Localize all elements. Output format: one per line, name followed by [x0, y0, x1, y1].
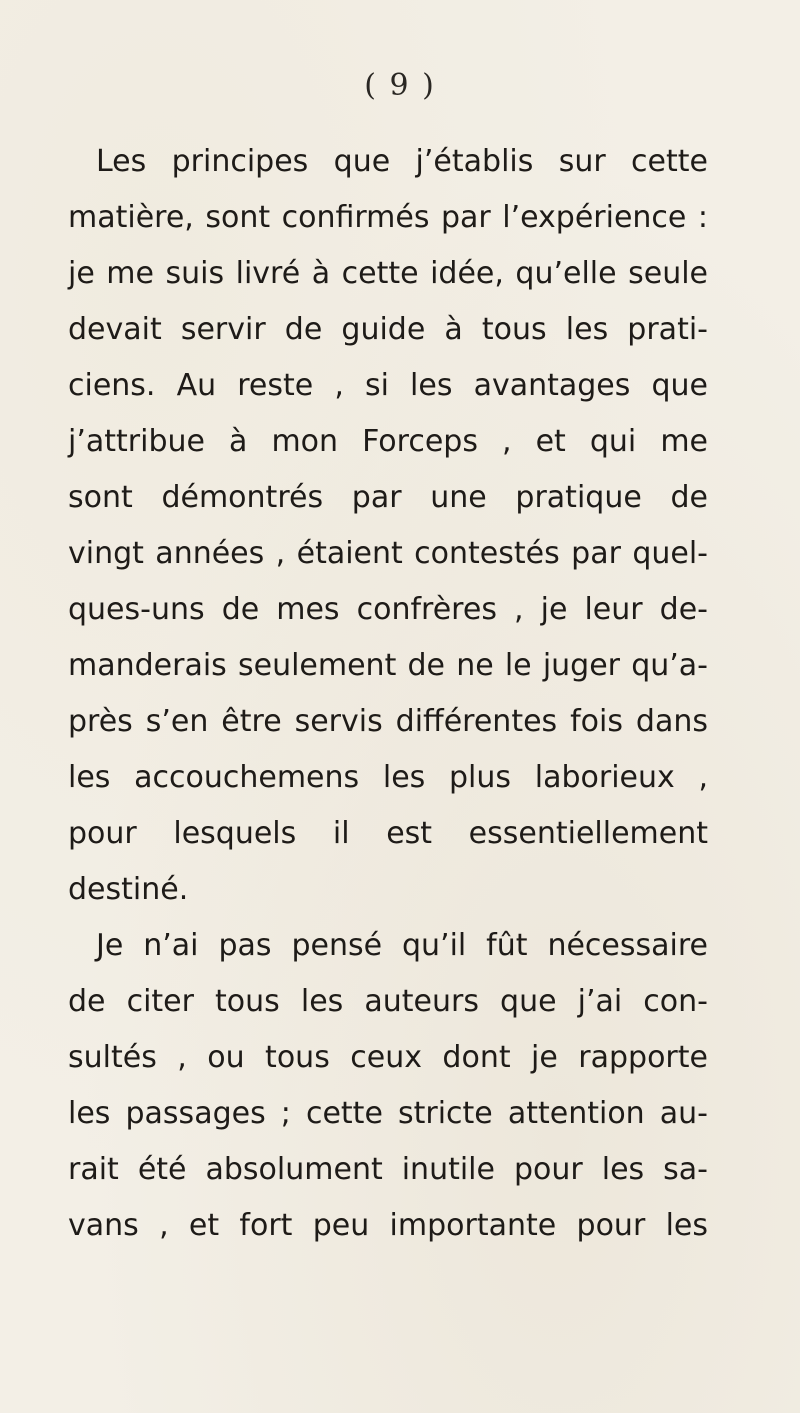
- text-line: près s’en être servis différentes fois dans: [68, 704, 708, 739]
- text-line: devait servir de guide à tous les prati-: [68, 312, 708, 347]
- text-line: matière, sont confirmés par l’expérience :: [68, 200, 708, 235]
- text-line: j’attribue à mon Forceps , et qui me: [68, 424, 708, 459]
- text-line: de citer tous les auteurs que j’ai con-: [68, 984, 708, 1019]
- text-line: sont démontrés par une pratique de: [68, 480, 708, 515]
- text-line: vans , et fort peu importante pour les: [68, 1208, 708, 1243]
- text-line: rait été absolument inutile pour les sa-: [68, 1152, 708, 1187]
- text-line: ciens. Au reste , si les avantages que: [68, 368, 708, 403]
- text-line: pour lesquels il est essentiellement: [68, 816, 708, 851]
- page-number: ( 9 ): [364, 68, 436, 103]
- text-line: destiné.: [68, 872, 189, 907]
- text-line: les accouchemens les plus laborieux ,: [68, 760, 708, 795]
- text-line: je me suis livré à cette idée, qu’elle seule: [68, 256, 708, 291]
- text-line: vingt années , étaient contestés par quel-: [68, 536, 708, 571]
- text-line: sultés , ou tous ceux dont je rapporte: [68, 1040, 708, 1075]
- text-line: Les principes que j’établis sur cette: [96, 144, 708, 179]
- text-line: Je n’ai pas pensé qu’il fût nécessaire: [96, 928, 708, 963]
- text-line: manderais seulement de ne le juger qu’a-: [68, 648, 708, 683]
- text-line: ques-uns de mes confrères , je leur de-: [68, 592, 708, 627]
- text-line: les passages ; cette stricte attention au-: [68, 1096, 708, 1131]
